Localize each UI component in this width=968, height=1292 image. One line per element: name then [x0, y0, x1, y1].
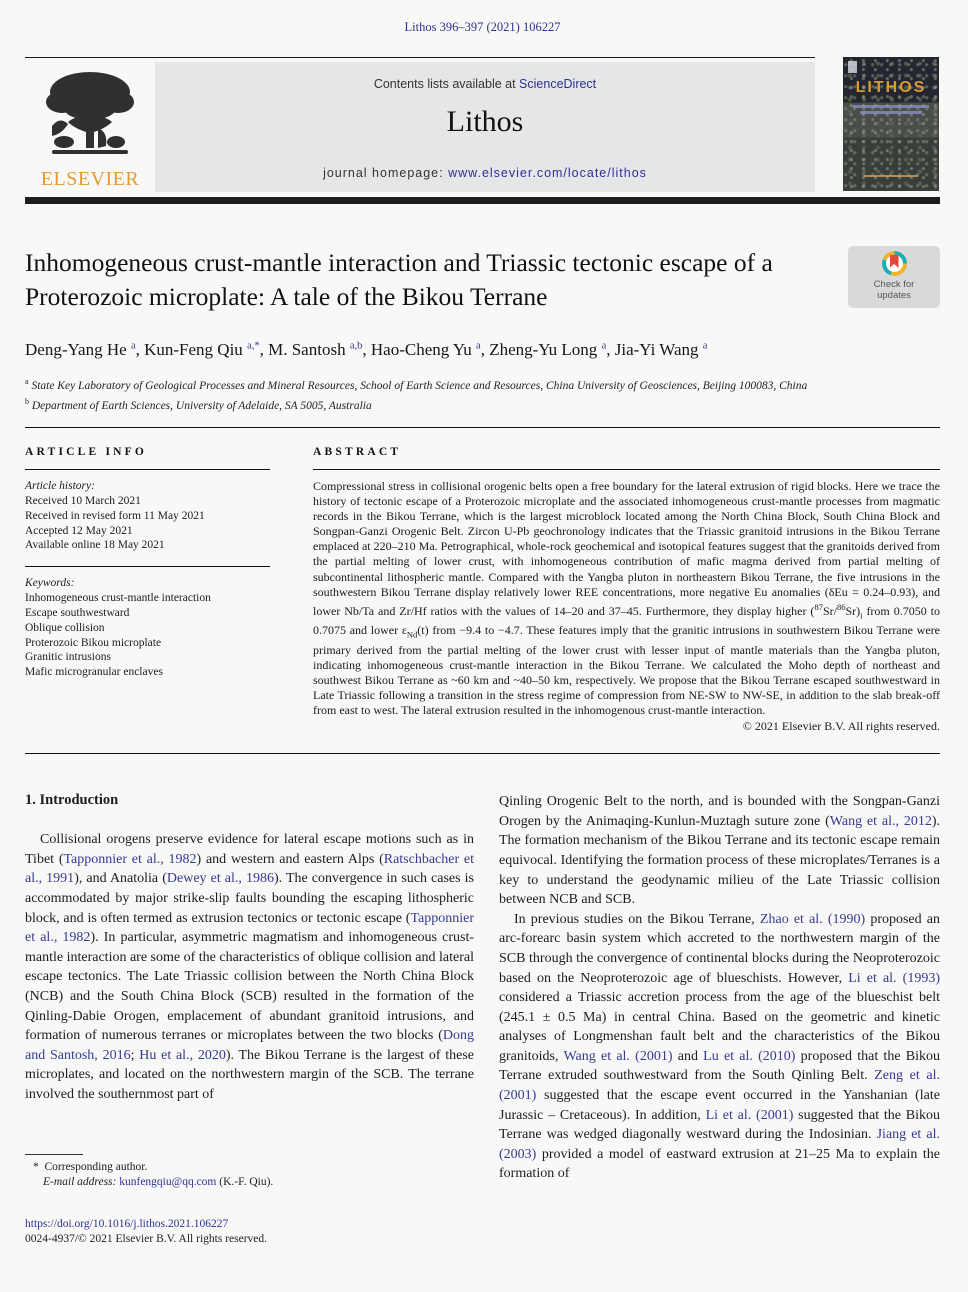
keyword-line: Escape southwestward	[25, 606, 130, 619]
journal-citation: Lithos 396–397 (2021) 106227	[404, 20, 561, 34]
abstract-header: ABSTRACT	[313, 445, 402, 458]
footnote-block	[25, 1154, 474, 1190]
affiliation: $^a$ State Key Laboratory of Geological Processes and Mineral Resources, School of Earth Science and Resources, China University of Geosciences, Beijing 100083, China	[25, 377, 808, 393]
citation-link[interactable]: Zeng et al. (2001)	[499, 1068, 940, 1104]
citation-link[interactable]: Dong and Santosh, 2016	[25, 1028, 474, 1063]
author-list: Deng-Yang He $^a$, Kun-Feng Qiu $^{a,*}$, M. Santosh $^{a,b}$, Hao-Cheng Yu $^a$, Zheng-Yu Long $^a$, Jia-Yi Wang $^a$	[25, 340, 708, 360]
contents-prefix: Contents lists available at	[373, 77, 520, 91]
abstract-text: Compressional stress in collisional orogenic belts open a free boundary for the lateral extrusion of rigid blocks. Here we trace the history of tectonic escape of a Proterozoic microplate and the associated inhomogeneous crust-mantle processes from magmatic records in the Bikou Terrane, which is the largest microblock located among the North China Block, South China Block and Songpan-Ganzi Orogenic Belt. Zircon U-Pb geochronology indicates that the Triassic granitoid intrusions in the Bikou Terrane emplaced at 220–210 Ma. Petrographical, whole-rock geochemical and isotopical features suggest that the granitoids derived from the partial melting of lower crust, with inhomogeneous contribution of mafic magma derived from partial melting of subcontinental lithospheric mantle. Compared with the Yangba pluton in northeastern Bikou Terrane, the five intrusions in the southwestern Bikou Terrane display relatively lower REE concentrations, more negative Eu anomalies (δEu = 0.24–0.93), and lower Nb/Ta and Zr/Hf ratios with the values of 14–20 and 37–45. Furthermore, they display higher $(^{87}Sr/^{86}Sr)_i$ from 0.7050 to 0.7075 and lower $\varepsilon_{Nd}(t)$ from −9.4 to −4.7. These features imply that the granitic intrusions in southwestern Bikou Terrane were primary derived from the partial melting of the lower crust with lesser input of mantle materials than the Yangba pluton, indicating inhomogeneous crust-mantle interaction in the Bikou Terrane. We calculated the Moho depth of northeast and southwest Bikou Terrane as ~60 km and ~40–50 km, respectively. We propose that the Bikou Terrane escaped southwestward in Late Triassic following a transition in the stress regime of compression from NE-SW to NW-SE, in addition to the slab break-off from east to west. The lateral extrusion resulted in the inhomogenous crust-mantle interaction.	[313, 478, 941, 718]
journal-title: Lithos	[446, 105, 524, 138]
homepage-line	[163, 166, 807, 180]
intro-paragraph: Collisional orogens preserve evidence for lateral escape motions such as in Tibet (Tapponnier et al., 1982) and western and eastern Alps (Ratschbacher et al., 1991), and Anatolia (Dewey et al., 1986). The convergence in such cases is accommodated by major strike-slip faults bounding the escaping lithospheric block, and is often termed as extrusion tectonics or tectonic escape (Tapponnier et al., 1982). In particular, asymmetric magmatism and inhomogeneous crust-mantle interaction are some of the characteristics of oblique collision and lateral escape tectonics. The Late Triassic collision between the North China Block (NCB) and the South China Block (SCB) resulted in the formation of the Qinling-Dabie Orogen, emplacement of abundant granitoid intrusions, and formation of numerous terranes or microplates between the two blocks (Dong and Santosh, 2016; Hu et al., 2020). The Bikou Terrane is the largest of these microplates, and located on the northwestern margin of the SCB. The terrane involved the southernmost part of	[25, 832, 475, 1102]
author-affiliation-sup: a,*	[247, 340, 260, 352]
section-heading-introduction: 1. Introduction	[25, 792, 119, 809]
email-label: E-mail address:	[43, 1176, 117, 1189]
elsevier-wordmark: ELSEVIER	[40, 168, 140, 190]
homepage-link[interactable]: www.elsevier.com/locate/lithos	[448, 166, 647, 180]
body-column-right	[499, 792, 940, 1247]
citation-link[interactable]: Li et al. (1993)	[848, 970, 940, 986]
copyright-line: © 2021 Elsevier B.V. All rights reserved.	[742, 719, 940, 734]
keywords-label: Keywords:	[25, 577, 75, 590]
body-divider-rule	[25, 753, 940, 754]
masthead-center	[155, 62, 815, 192]
check-for-updates-button[interactable]	[848, 246, 940, 308]
footnote-corresponding	[25, 1160, 474, 1175]
elsevier-tree-icon	[25, 66, 155, 166]
check-updates-label: Check for updates	[873, 279, 915, 301]
footnote-text: Corresponding author.	[44, 1161, 148, 1174]
citation-link[interactable]: Lu et al. (2010)	[703, 1048, 796, 1064]
sciencedirect-link[interactable]: ScienceDirect	[519, 77, 597, 91]
email-suffix: (K.-F. Qiu).	[216, 1176, 274, 1189]
abstract-column	[313, 428, 940, 734]
contents-line	[163, 77, 807, 91]
citation-link[interactable]: Zhao et al. (1990)	[759, 911, 866, 927]
keyword-line: Oblique collision	[25, 621, 105, 634]
citation-link[interactable]: Li et al. (2001)	[705, 1107, 794, 1123]
cover-title: LITHOS	[855, 79, 927, 96]
footnote-marker: *	[33, 1161, 39, 1174]
body-columns	[25, 792, 940, 1247]
masthead-left	[25, 57, 815, 192]
citation-link[interactable]: Tapponnier et al., 1982	[25, 910, 474, 946]
citation-link[interactable]: Jiang et al. (2003)	[499, 1127, 940, 1162]
cover-publisher-mark	[848, 61, 857, 73]
history-label: Article history:	[25, 479, 95, 492]
article-info-header: ARTICLE INFO	[25, 445, 148, 458]
body-paragraph: In previous studies on the Bikou Terrane, Zhao et al. (1990) proposed an arc-forearc basin system which accreted to the northwestern margin of the SCB through the convergence of continental blocks during the Neoproterozoic based on the Neoproterozoic age of blueschists. However, Li et al. (1993) considered a Triassic accretion process from the age of the blueschist belt (245.1 ± 0.5 Ma) in central China. Based on the geometric and kinetic analyses of Longmenshan fault belt and the characteristics of the Bikou granitoids, Wang et al. (2001) and Lu et al. (2010) proposed that the Bikou Terrane extruded southwestward from the South Qinling Belt. Zeng et al. (2001) suggested that the escape event occurred in the Yanshanian (late Jurassic – Cretaceous). In addition, Li et al. (2001) suggested that the Bikou Terrane was wedged diagonally westward during the Indosinian. Jiang et al. (2003) provided a model of eastward extrusion at 21–25 Ma to explain the formation of	[499, 911, 941, 1182]
footnote-email-line	[25, 1175, 474, 1190]
title-row	[25, 246, 940, 314]
cover-footer-bar	[864, 175, 918, 177]
article-info-column	[25, 428, 270, 734]
doi-link[interactable]: https://doi.org/10.1016/j.lithos.2021.106227	[25, 1218, 229, 1231]
article-title: Inhomogeneous crust-mantle interaction and Triassic tectonic escape of a Proterozoic microplate: A tale of the Bikou Terrane	[25, 248, 773, 312]
keyword-line: Proterozoic Bikou microplate	[25, 636, 162, 649]
author-affiliation-sup: a	[130, 340, 136, 352]
info-abstract-section	[25, 428, 940, 734]
citation-link[interactable]: Wang et al., 2012	[829, 813, 932, 829]
citation-link[interactable]: Dewey et al., 1986	[166, 871, 274, 887]
email-link[interactable]: kunfengqiu@qq.com	[119, 1176, 217, 1189]
history-line: Accepted 12 May 2021	[25, 524, 133, 537]
author: Zheng-Yu Long $^a$	[489, 340, 607, 360]
citation-link[interactable]: Tapponnier et al., 1982	[63, 851, 197, 867]
history-list	[25, 494, 270, 553]
author-affiliation-sup: a	[702, 340, 708, 352]
history-line: Received in revised form 11 May 2021	[25, 509, 205, 522]
cover-subtitle-bar	[860, 111, 921, 114]
citation-link[interactable]: Wang et al. (2001)	[563, 1048, 673, 1064]
author-affiliation-sup: a	[476, 340, 481, 352]
body-column-left	[25, 792, 474, 1247]
history-line: Available online 18 May 2021	[25, 539, 165, 552]
crossmark-icon	[882, 251, 907, 276]
masthead-divider	[25, 197, 940, 204]
keyword-line: Granitic intrusions	[25, 651, 111, 664]
footnote-rule	[25, 1154, 83, 1155]
masthead	[25, 57, 940, 192]
abstract-rule	[313, 469, 940, 470]
keyword-line: Mafic microgranular enclaves	[25, 666, 163, 679]
keywords-list	[25, 591, 270, 680]
author: Deng-Yang He $^a$	[25, 340, 136, 360]
journal-cover-image	[843, 57, 939, 191]
author: M. Santosh $^{a,b}$	[268, 340, 363, 360]
citation-link[interactable]: Hu et al., 2020	[139, 1047, 226, 1063]
elsevier-logo	[25, 58, 155, 192]
author: Jia-Yi Wang $^a$	[614, 340, 708, 360]
cover-subtitle-bar	[853, 105, 930, 108]
history-line: Received 10 March 2021	[25, 494, 141, 507]
affiliation-list	[25, 374, 940, 414]
rights-line: 0024-4937/© 2021 Elsevier B.V. All rights reserved.	[25, 1233, 268, 1246]
page-footer	[25, 1217, 474, 1247]
author: Kun-Feng Qiu $^{a,*}$	[144, 340, 260, 360]
affiliation: $^b$ Department of Earth Sciences, University of Adelaide, SA 5005, Australia	[25, 397, 372, 412]
author-affiliation-sup: a	[601, 340, 607, 352]
keyword-line: Inhomogeneous crust-mantle interaction	[25, 592, 211, 605]
citation-link[interactable]: Ratschbacher et al., 1991	[25, 851, 475, 887]
author-affiliation-sup: a,b	[349, 340, 363, 352]
author: Hao-Cheng Yu $^a$	[370, 340, 481, 360]
homepage-prefix: journal homepage:	[323, 166, 449, 180]
body-paragraph: Qinling Orogenic Belt to the north, and is bounded with the Songpan-Ganzi Orogen by the Animaqing-Kunlun-Muztagh suture zone (Wang et al., 2012). The formation mechanism of the Bikou Terrane and its tectonic escape remain equivocal. Identifying the formation process of these microplates/Terranes is a key to understand the geodynamic milieu of the Late Triassic collision between NCB and SCB.	[499, 794, 940, 908]
info-rule	[25, 566, 270, 567]
info-rule	[25, 469, 270, 470]
